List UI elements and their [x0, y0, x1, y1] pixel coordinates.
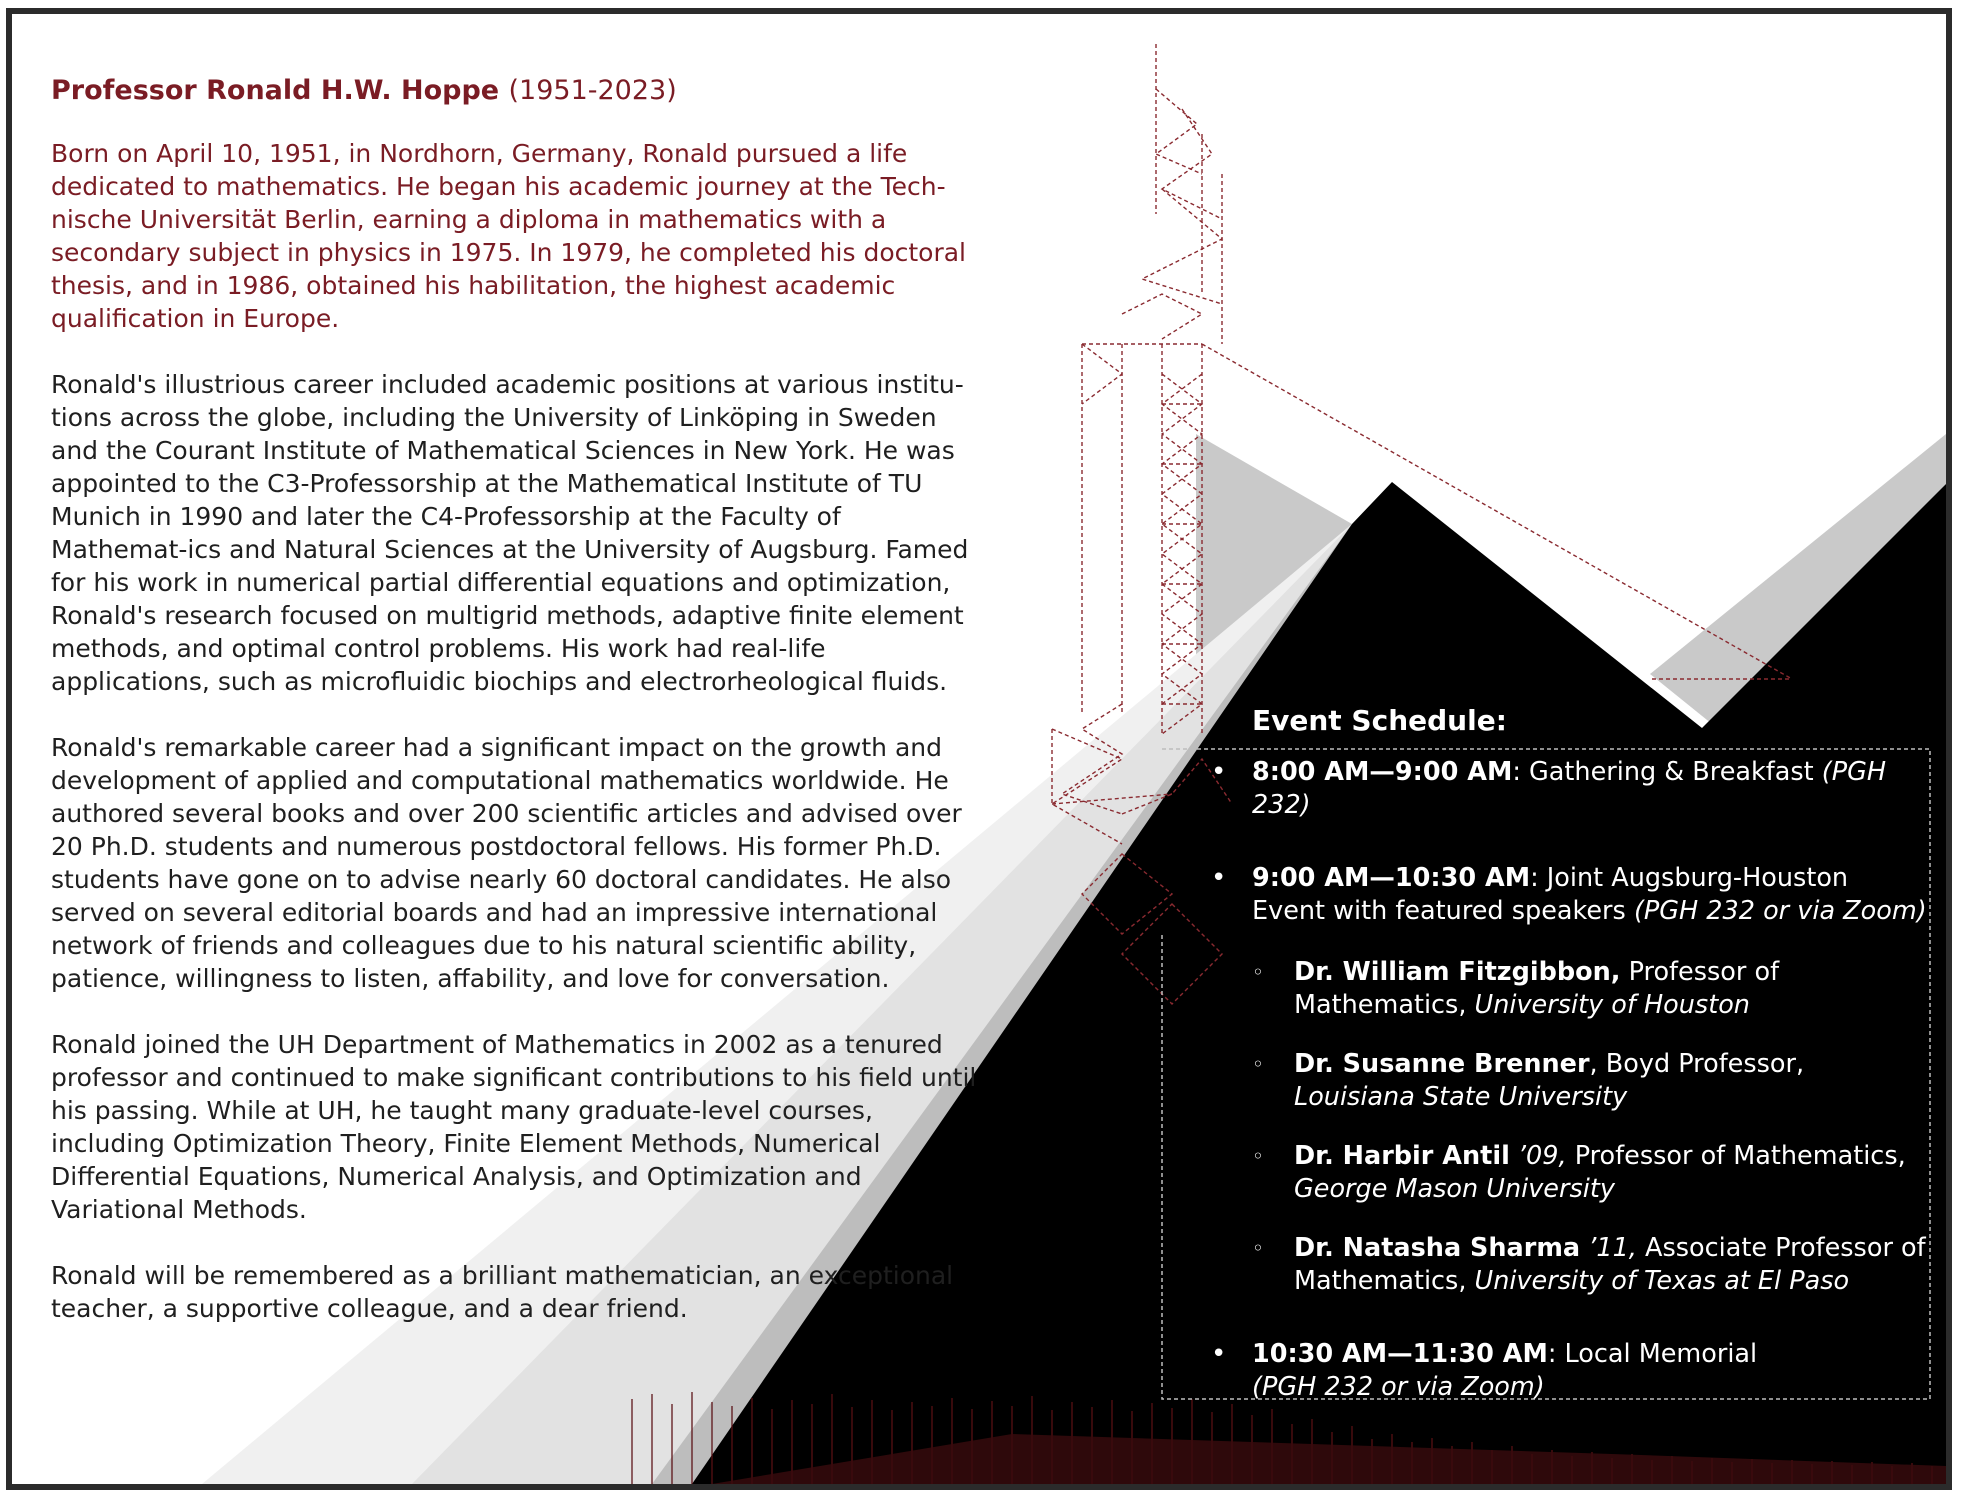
bio-paragraph-4: Ronald joined the UH Department of Mathematics in 2002 as a tenured professor and continued to make significant contributions to his field until his passing. While at UH, he taught many graduate-level courses, including Optimization Theory, Finite Element Methods, Numerical Differential Equations, Numerical Analysis, and Optimization and Variational Methods. — [51, 1030, 977, 1224]
schedule-location: (PGH 232) — [1252, 757, 1887, 820]
speaker-affiliation: George Mason University — [1294, 1174, 1615, 1204]
speaker-item — [1252, 1140, 1928, 1206]
bio-paragraph-1: Born on April 10, 1951, in Nordhorn, Germany, Ronald pursued a life dedicated to mathematics. He began his academic journey at the Tech-nische Universität Berlin, earning a diploma in mathematics with a secondary subject in physics in 1975. In 1979, he completed his doctoral thesis, and in 1986, obtained his habilitation, the highest academic qualification in Europe. — [51, 139, 967, 333]
schedule-time: 8:00 AM—9:00 AM — [1252, 757, 1513, 787]
biography-column — [51, 74, 981, 1358]
schedule-item: • 10:30 AM—11:30 AM: Local Memorial (PGH 232 or via Zoom) — [1208, 1338, 1928, 1404]
page-title — [51, 74, 981, 108]
speaker-role: , Boyd Professor, — [1589, 1049, 1805, 1079]
schedule-item: • 9:00 AM—10:30 AM: Joint Augsburg-Houston Event with featured speakers (PGH 232 or via Zoom) ◦ Dr. William Fitzgibbon, Professor of Mathematics, University of Houston ◦ Dr. Susanne Brenner, Boyd Professor, Louisiana State University ◦ Dr. Harbir Antil ’09, Professor of Mathematics, George Mason University ◦ Dr. Natasha Sharma ’11, Associate Professor of Mathematics, University of Texas at El Paso — [1208, 862, 1928, 1298]
speaker-name: Dr. Harbir Antil — [1294, 1141, 1510, 1171]
speaker-name: Dr. Susanne Brenner — [1294, 1049, 1590, 1079]
speaker-list — [1252, 956, 1928, 1298]
speaker-name: Dr. Natasha Sharma — [1294, 1233, 1581, 1263]
bio-paragraph-5: Ronald will be remembered as a brilliant mathematician, an exceptional teacher, a supportive colleague, and a dear friend. — [51, 1261, 954, 1323]
speaker-class-year: ’11, — [1588, 1233, 1637, 1263]
schedule-desc: Local Memorial — [1564, 1339, 1758, 1369]
speaker-affiliation: Louisiana State University — [1294, 1082, 1628, 1112]
speaker-class-year: ’09, — [1517, 1141, 1567, 1171]
schedule-time: 9:00 AM—10:30 AM — [1252, 863, 1531, 893]
schedule-heading: Event Schedule: — [1252, 704, 1507, 737]
speaker-affiliation: University of Texas at El Paso — [1474, 1266, 1850, 1296]
schedule-list — [1208, 756, 1928, 1404]
bio-paragraph-3: Ronald's remarkable career had a significant impact on the growth and development of applied and computational mathematics worldwide. He authored several books and over 200 scientific articles and advised over 20 Ph.D. students and numerous postdoctoral fellows. His former Ph.D. students have gone on to advise nearly 60 doctoral candidates. He also served on several editorial boards and had an impressive international network of friends and colleagues due to his natural scientific ability, patience, willingness to listen, affability, and love for conversation. — [51, 733, 962, 993]
schedule-time: 10:30 AM—11:30 AM — [1252, 1339, 1548, 1369]
speaker-affiliation: University of Houston — [1474, 990, 1750, 1020]
schedule-location: (PGH 232 or via Zoom) — [1252, 1372, 1545, 1402]
schedule-item: • 8:00 AM—9:00 AM: Gathering & Breakfast (PGH 232) — [1208, 756, 1928, 822]
speaker-item — [1252, 1232, 1928, 1298]
speaker-role: Associate Professor of Mathematics, — [1294, 1233, 1926, 1296]
bio-paragraph-2: Ronald's illustrious career included academic positions at various institu-tions across the globe, including the University of Linköping in Sweden and the Courant Institute of Mathematical Sciences in New York. He was appointed to the C3-Professorship at the Mathematical Institute of TU Munich in 1990 and later the C4-Professorship at the Faculty of Mathemat-ics and Natural Sciences at the University of Augsburg. Famed for his work in numerical partial differential equations and optimization, Ronald's research focused on multigrid methods, adaptive finite element methods, and optimal control problems. His work had real-life applications, such as microfluidic biochips and electrorheological fluids. — [51, 370, 969, 696]
schedule-desc: Joint Augsburg-Houston Event with featured speakers — [1252, 863, 1849, 926]
event-schedule — [1208, 704, 1928, 1444]
flyer-frame — [6, 8, 1952, 1490]
speaker-item — [1252, 956, 1928, 1022]
speaker-role: Professor of Mathematics, — [1574, 1141, 1906, 1171]
schedule-desc: Gathering & Breakfast — [1529, 757, 1814, 787]
honoree-name: Professor Ronald H.W. Hoppe — [51, 75, 500, 106]
speaker-name: Dr. William Fitzgibbon, — [1294, 957, 1621, 987]
speaker-item — [1252, 1048, 1928, 1114]
speaker-role: Professor of Mathematics, — [1294, 957, 1780, 1020]
honoree-years: (1951-2023) — [508, 75, 677, 106]
schedule-location: (PGH 232 or via Zoom) — [1633, 896, 1927, 926]
